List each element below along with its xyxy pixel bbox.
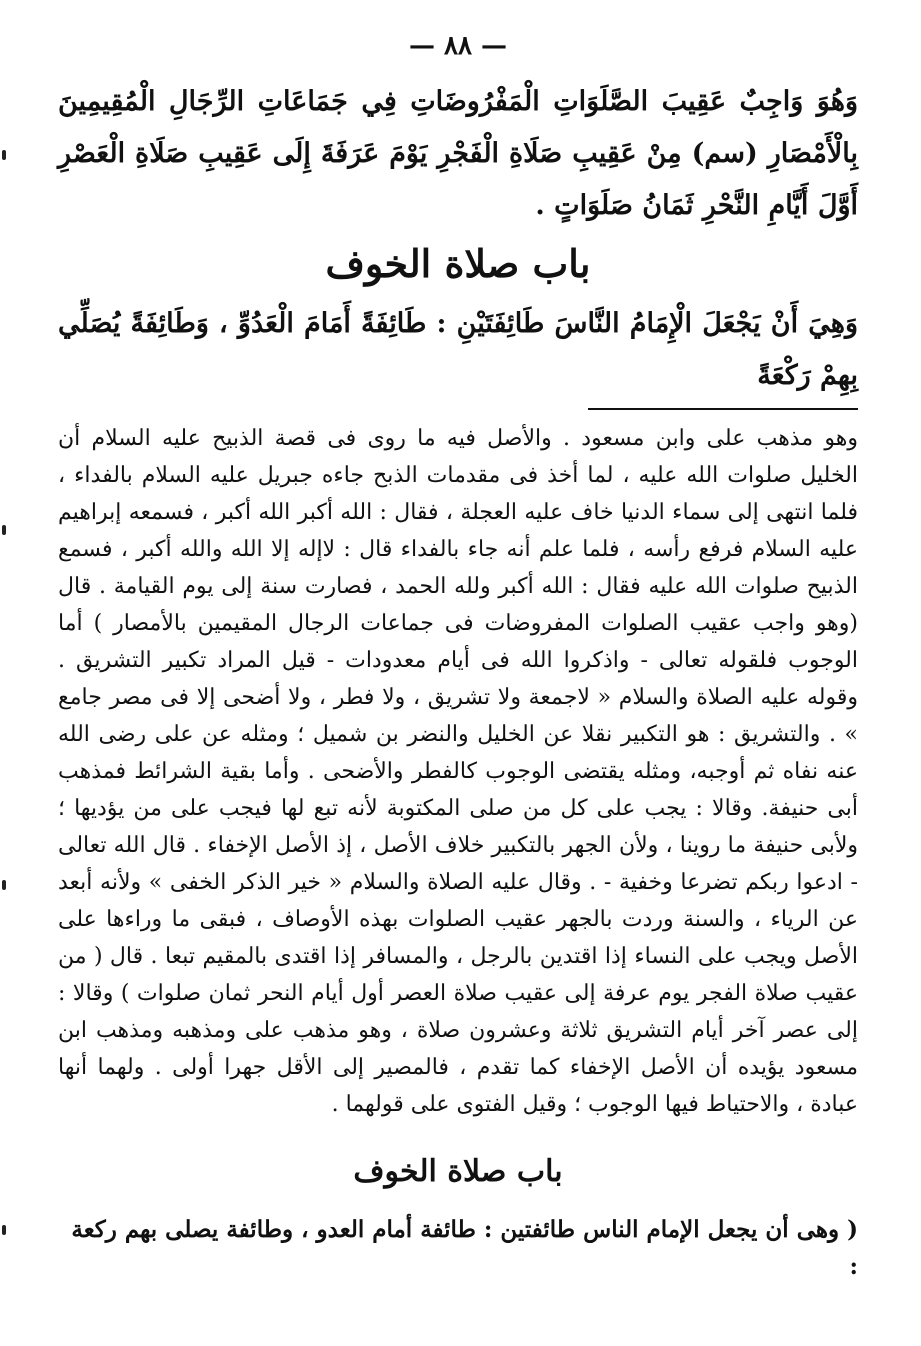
matn-text-block: [58, 76, 858, 232]
scan-mark: [2, 1225, 6, 1235]
separator-rule: [588, 408, 858, 410]
commentary-paragraph: وهو مذهب على وابن مسعود . والأصل فيه ما روى فى قصة الذبيح عليه السلام أن الخليل صلوات الله عليه ، لما أخذ فى مقدمات الذبح جاءه جبريل عليه السلام بالفداء ، فلما انتهى إلى سماء الدنيا خاف عليه العجلة ، فقال : الله أكبر الله أكبر ، فسمعه إبراهيم عليه السلام فرفع رأسه ، فلما علم أنه جاء بالفداء قال : لاإله إلا الله والله أكبر ، فسمع الذبيح صلوات الله عليه فقال : الله أكبر ولله الحمد ، فصارت سنة إلى يوم القيامة . قال (وهو واجب عقيب الصلوات المفروضات فى جماعات الرجال المقيمين بالأمصار ) أما الوجوب فلقوله تعالى - واذكروا الله فى أيام معدودات - قيل المراد تكبير التشريق . وقوله عليه الصلاة والسلام « لاجمعة ولا تشريق ، ولا فطر ، ولا أضحى إلا فى مصر جامع » . والتشريق : هو التكبير نقلا عن الخليل والنضر بن شميل ؛ ومثله عن على رضى الله عنه نفاه ثم أوجبه، ومثله يقتضى الوجوب كالفطر والأضحى . وأما بقية الشرائط فمذهب أبى حنيفة. وقالا : يجب على كل من صلى المكتوبة لأنه تبع لها فيجب على من يؤديها ؛ ولأبى حنيفة ما روينا ، ولأن الجهر بالتكبير خلاف الأصل ، إذ الأصل الإخفاء . قال الله تعالى - ادعوا ربكم تضرعا وخفية - . وقال عليه الصلاة والسلام « خير الذكر الخفى » ولأنه أبعد عن الرياء ، والسنة وردت بالجهر عقيب الصلوات بهذه الأوصاف ، فبقى ما وراءها على الأصل ويجب على النساء إذا اقتدين بالرجل ، والمسافر إذا اقتدى بالمقيم تبعا . قال ( من عقيب صلاة الفجر يوم عرفة إلى عقيب صلاة العصر أول أيام النحر ثمان صلوات ) وقالا : إلى عصر آخر أيام التشريق ثلاثة وعشرون صلاة ، وهو مذهب على ومذهبه ومذهب ابن مسعود يؤيده أن الأصل الإخفاء كما تقدم ، فالمصير إلى الأقل جهرا أولى . ولهما أنها عبادة ، والاحتياط فيها الوجوب ؛ وقيل الفتوى على قولهما .: [58, 426, 858, 1117]
book-page: [58, 26, 858, 1285]
chapter-title: باب صلاة الخوف: [325, 241, 591, 286]
scan-mark: [2, 150, 6, 160]
page-number: — ٨٨ —: [408, 31, 508, 61]
final-matn-line: ( وهى أن يجعل الإمام الناس طائفتين : طائفة أمام العدو ، وطائفة يصلى بهم ركعة :: [71, 1216, 858, 1280]
scan-mark: [2, 525, 6, 535]
scan-mark: [2, 880, 6, 890]
matn-paragraph-2: وَهِيَ أَنْ يَجْعَلَ الْإِمَامُ النَّاسَ طَائِفَتَيْنِ : طَائِفَةً أَمَامَ الْعَدُوِّ ، وَطَائِفَةً يُصَلِّي بِهِمْ رَكْعَةً: [58, 308, 858, 391]
matn-paragraph: وَهُوَ وَاجِبٌ عَقِيبَ الصَّلَوَاتِ الْمَفْرُوضَاتِ فِي جَمَاعَاتِ الرِّجَالِ الْمُقِيمِينَ بِالْأَمْصَارِ (سم) مِنْ عَقِيبِ صَلَاةِ الْفَجْرِ يَوْمَ عَرَفَةَ إِلَى عَقِيبِ صَلَاةِ الْعَصْرِ أَوَّلَ أَيَّامِ النَّحْرِ ثَمَانُ صَلَوَاتٍ .: [58, 86, 858, 221]
chapter-title-2: باب صلاة الخوف: [353, 1154, 563, 1189]
